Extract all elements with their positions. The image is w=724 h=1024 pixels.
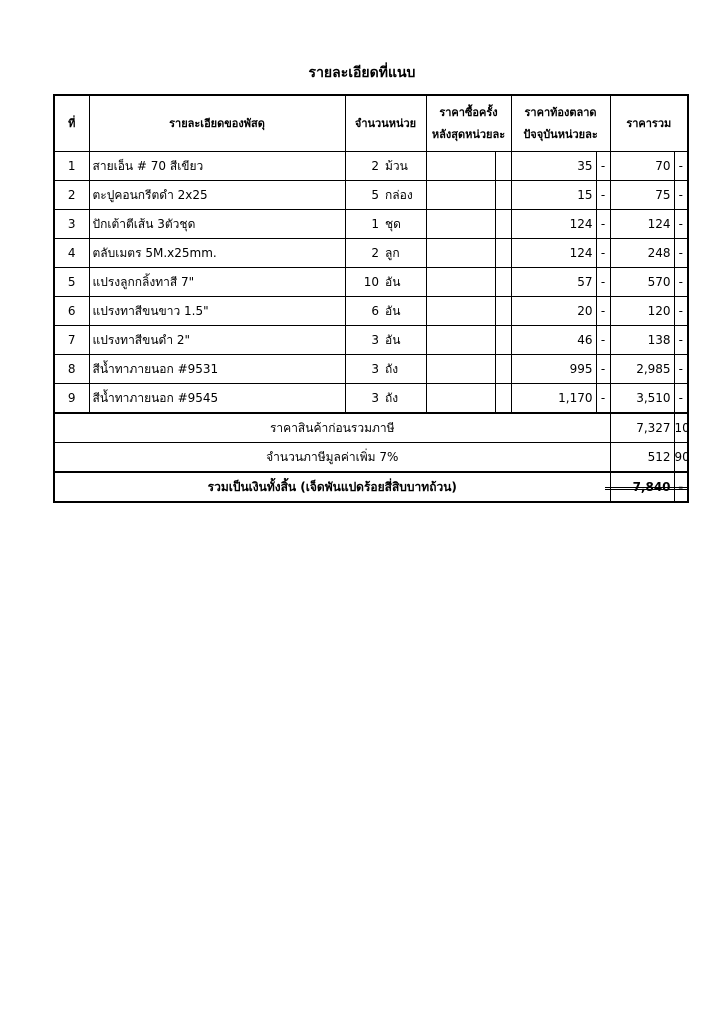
row-total: 3,510 [610,384,674,414]
header-last-price-line2: หลังสุดหน่วยละ [431,127,506,141]
row-no: 6 [54,297,89,326]
row-last-price [426,152,495,181]
row-qty: 2 [345,152,383,181]
row-unit: อัน [383,326,426,355]
row-total-frac: - [674,239,688,268]
row-no: 9 [54,384,89,414]
row-market-frac: - [596,384,610,414]
grand-total-row [54,472,688,502]
row-last-price-frac [495,355,511,384]
header-market-price-line2: ปัจจุบันหน่วยละ [523,127,598,141]
row-no: 8 [54,355,89,384]
row-no: 7 [54,326,89,355]
row-desc: แปรงทาสีขนดำ 2" [89,326,345,355]
grand-total-label: รวมเป็นเงินทั้งสิ้น (เจ็ดพันแปดร้อยสี่สิบบาทถ้วน) [54,472,610,502]
row-market-frac: - [596,210,610,239]
row-market-price: 15 [511,181,596,210]
table-row [54,181,688,210]
items-table [53,94,689,503]
row-desc: สีน้ำทาภายนอก #9531 [89,355,345,384]
row-market-price: 124 [511,210,596,239]
row-last-price [426,210,495,239]
row-total: 138 [610,326,674,355]
table-row [54,268,688,297]
row-unit: กล่อง [383,181,426,210]
row-no: 3 [54,210,89,239]
row-total: 120 [610,297,674,326]
row-unit: ม้วน [383,152,426,181]
row-last-price [426,384,495,414]
row-qty: 3 [345,326,383,355]
table-row [54,239,688,268]
header-last-price-line1: ราคาซื้อครั้ง [439,105,498,119]
header-market-price [511,95,610,152]
vat-value: 512 [610,443,674,473]
row-last-price-frac [495,239,511,268]
row-qty: 5 [345,181,383,210]
row-desc: ปักเต้าตีเส้น 3ตัวชุด [89,210,345,239]
row-market-price: 20 [511,297,596,326]
header-total: ราคารวม [610,95,688,152]
table-row [54,326,688,355]
row-last-price-frac [495,210,511,239]
double-underline [605,487,689,490]
subtotal-value: 7,327 [610,413,674,443]
row-desc: สีน้ำทาภายนอก #9545 [89,384,345,414]
page-title: รายละเอียดที่แนบ [308,65,416,81]
row-unit: ลูก [383,239,426,268]
row-desc: สายเอ็น # 70 สีเขียว [89,152,345,181]
row-market-price: 124 [511,239,596,268]
row-unit: อัน [383,268,426,297]
header-qty: จำนวนหน่วย [345,95,426,152]
row-qty: 3 [345,355,383,384]
table-row [54,152,688,181]
row-desc: ตะปูคอนกรีตดำ 2x25 [89,181,345,210]
row-no: 5 [54,268,89,297]
row-no: 2 [54,181,89,210]
row-last-price [426,181,495,210]
row-desc: แปรงทาสีขนขาว 1.5" [89,297,345,326]
row-total: 2,985 [610,355,674,384]
row-qty: 3 [345,384,383,414]
row-last-price-frac [495,326,511,355]
row-total: 75 [610,181,674,210]
row-total-frac: - [674,181,688,210]
row-market-frac: - [596,268,610,297]
row-last-price-frac [495,152,511,181]
row-desc: แปรงลูกกลิ้งทาสี 7" [89,268,345,297]
row-last-price-frac [495,384,511,414]
header-desc: รายละเอียดของพัสดุ [89,95,345,152]
row-total-frac: - [674,355,688,384]
subtotal-label: ราคาสินค้าก่อนรวมภาษี [54,413,610,443]
row-last-price [426,355,495,384]
row-unit: ถัง [383,355,426,384]
row-unit: อัน [383,297,426,326]
row-last-price [426,297,495,326]
table-row [54,297,688,326]
row-last-price-frac [495,268,511,297]
row-market-frac: - [596,239,610,268]
row-total-frac: - [674,210,688,239]
table-row [54,210,688,239]
row-last-price [426,239,495,268]
subtotal-frac: 10 [674,413,688,443]
grand-total-frac: - [674,472,688,502]
header-row [54,95,688,152]
vat-frac: 90 [674,443,688,473]
row-market-frac: - [596,152,610,181]
row-market-frac: - [596,181,610,210]
row-market-price: 1,170 [511,384,596,414]
grand-total-value: 7,840 [610,472,674,502]
row-no: 1 [54,152,89,181]
row-unit: ถัง [383,384,426,414]
row-total: 248 [610,239,674,268]
header-no: ที่ [54,95,89,152]
row-last-price [426,326,495,355]
table-row [54,355,688,384]
table-row [54,384,688,414]
row-market-frac: - [596,355,610,384]
row-last-price-frac [495,297,511,326]
row-last-price [426,268,495,297]
row-qty: 6 [345,297,383,326]
header-market-price-line1: ราคาท้องตลาด [524,105,597,119]
row-qty: 10 [345,268,383,297]
row-market-price: 46 [511,326,596,355]
row-market-price: 57 [511,268,596,297]
row-market-frac: - [596,297,610,326]
vat-row [54,443,688,473]
row-total-frac: - [674,152,688,181]
subtotal-row [54,413,688,443]
row-market-price: 995 [511,355,596,384]
row-desc: ตลับเมตร 5M.x25mm. [89,239,345,268]
row-market-frac: - [596,326,610,355]
row-market-price: 35 [511,152,596,181]
row-total-frac: - [674,297,688,326]
row-no: 4 [54,239,89,268]
row-last-price-frac [495,181,511,210]
row-unit: ชุด [383,210,426,239]
row-total-frac: - [674,326,688,355]
row-total-frac: - [674,384,688,414]
row-qty: 2 [345,239,383,268]
header-last-price [426,95,511,152]
vat-label: จำนวนภาษีมูลค่าเพิ่ม 7% [54,443,610,473]
row-qty: 1 [345,210,383,239]
row-total-frac: - [674,268,688,297]
row-total: 570 [610,268,674,297]
row-total: 124 [610,210,674,239]
row-total: 70 [610,152,674,181]
